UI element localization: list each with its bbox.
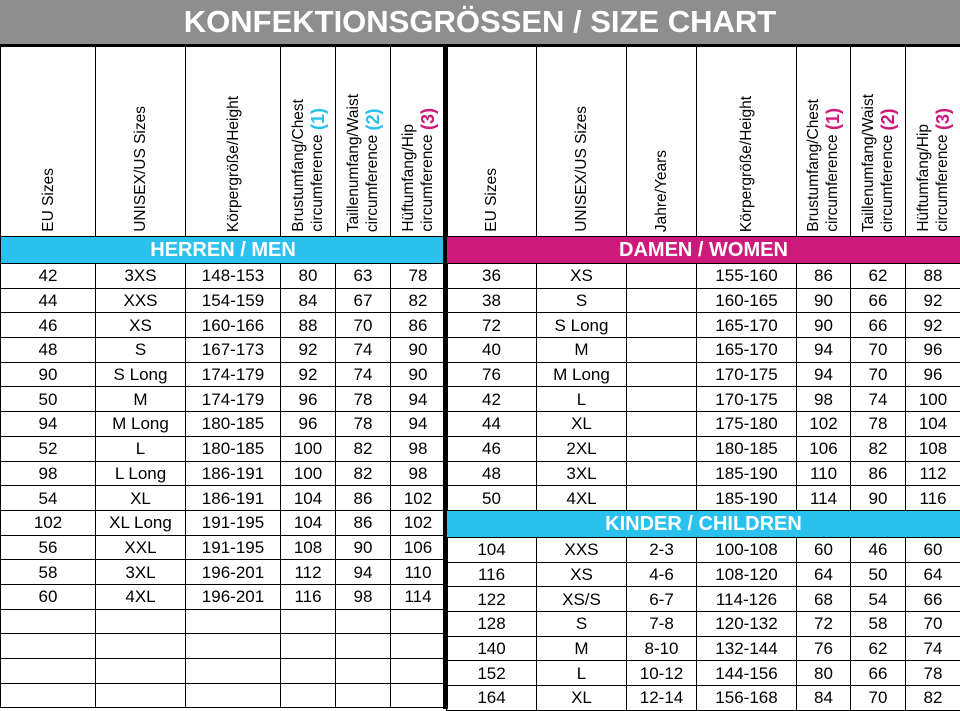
section-header-men: HERREN / MEN [1,237,446,264]
table-cell: 104 [281,510,336,535]
table-cell: XXL [96,535,186,560]
table-cell: 4XL [96,584,186,609]
table-cell: 58 [1,560,96,585]
table-cell: 62 [851,636,906,661]
table-cell [627,461,697,486]
table-cell: 122 [447,587,537,612]
table-cell: 88 [906,264,960,289]
table-cell [96,659,186,684]
table-cell: 185-190 [697,461,797,486]
table-cell: 82 [336,461,391,486]
table-cell: 90 [797,288,851,313]
table-cell [186,683,281,708]
table-cell: 104 [281,486,336,511]
table-cell: 58 [851,611,906,636]
table-row [1,387,446,412]
table-cell: 46 [447,436,537,461]
table-cell: S Long [537,313,627,338]
table-cell: 196-201 [186,584,281,609]
column-header-hip: Hüftumfang/Hip circumference (3) [391,47,446,237]
table-row [1,659,446,684]
table-cell: 74 [851,387,906,412]
table-row [447,436,960,461]
table-row [447,264,960,289]
table-cell: 116 [447,562,537,587]
table-cell: 80 [797,661,851,686]
table-cell: 4XL [537,486,627,511]
table-cell: 60 [906,537,960,562]
table-cell: 42 [1,264,96,289]
table-cell [627,436,697,461]
table-cell: 114-126 [697,587,797,612]
table-cell [281,609,336,634]
table-cell: 66 [851,288,906,313]
table-cell: 112 [906,461,960,486]
table-cell: 148-153 [186,264,281,289]
table-cell: 52 [1,436,96,461]
table-cell: 191-195 [186,510,281,535]
table-cell: 106 [797,436,851,461]
table-row [447,661,960,686]
table-cell: M [537,636,627,661]
table-cell [186,659,281,684]
table-cell: 98 [391,436,446,461]
table-cell: 100 [281,436,336,461]
table-cell: 114 [797,486,851,511]
table-cell: M Long [537,362,627,387]
table-cell [627,362,697,387]
table-cell: S [537,288,627,313]
table-cell [627,288,697,313]
table-cell [186,609,281,634]
table-cell: 70 [336,313,391,338]
table-cell: 98 [797,387,851,412]
men-rows [1,264,446,708]
table-cell [627,412,697,437]
table-cell: 68 [797,587,851,612]
table-cell: S [96,338,186,363]
table-cell: 94 [1,412,96,437]
table-cell: 128 [447,611,537,636]
table-cell: 96 [906,338,960,363]
table-row [1,288,446,313]
table-cell: 90 [391,338,446,363]
table-cell: 100-108 [697,537,797,562]
table-cell: 94 [797,362,851,387]
table-cell: 46 [851,537,906,562]
table-cell: 170-175 [697,387,797,412]
table-cell: 160-165 [697,288,797,313]
table-cell: 104 [447,537,537,562]
table-cell: 12-14 [627,686,697,711]
table-cell: 94 [391,387,446,412]
table-cell: 10-12 [627,661,697,686]
table-cell [1,609,96,634]
table-cell: 86 [336,510,391,535]
table-row [447,412,960,437]
table-cell: 160-166 [186,313,281,338]
table-row [1,609,446,634]
table-row [1,560,446,585]
table-cell: 180-185 [186,436,281,461]
table-cell: 191-195 [186,535,281,560]
table-cell: 170-175 [697,362,797,387]
table-row [447,611,960,636]
table-cell: 154-159 [186,288,281,313]
table-cell: 82 [906,686,960,711]
table-cell [336,609,391,634]
table-cell: 44 [447,412,537,437]
table-cell: 78 [336,387,391,412]
table-cell: 86 [797,264,851,289]
table-cell: 82 [391,288,446,313]
table-cell: 86 [851,461,906,486]
table-cell: 4-6 [627,562,697,587]
table-cell: M [96,387,186,412]
table-cell: 62 [851,264,906,289]
table-cell: 38 [447,288,537,313]
table-cell: 70 [851,362,906,387]
table-cell: 6-7 [627,587,697,612]
table-cell: 90 [336,535,391,560]
table-cell: 152 [447,661,537,686]
table-row [1,313,446,338]
table-cell: 76 [447,362,537,387]
table-cell: 92 [906,313,960,338]
table-cell [627,264,697,289]
column-header-years: Jahre/Years [627,47,697,237]
table-cell: L [537,387,627,412]
table-cell: XXS [96,288,186,313]
table-cell: 2-3 [627,537,697,562]
table-cell: L [96,436,186,461]
table-cell [336,683,391,708]
table-row [1,510,446,535]
table-cell: 84 [797,686,851,711]
table-cell: 186-191 [186,461,281,486]
table-row [1,634,446,659]
column-header-waist: Taillenumfang/Waist circumference (2) [336,47,391,237]
table-cell: 94 [391,412,446,437]
table-cell: 42 [447,387,537,412]
men-size-table [0,46,446,708]
table-cell [336,659,391,684]
column-header-us-sizes: UNISEX/US Sizes [537,47,627,237]
table-row [1,486,446,511]
table-cell: 44 [1,288,96,313]
table-cell: XS [96,313,186,338]
table-cell: 102 [391,486,446,511]
table-row [447,338,960,363]
table-cell: 86 [336,486,391,511]
table-cell: 50 [851,562,906,587]
table-cell: 144-156 [697,661,797,686]
column-header-height: Körpergröße/Height [697,47,797,237]
table-cell: 98 [391,461,446,486]
men-header-row [1,47,446,237]
table-cell: 86 [391,313,446,338]
table-cell: 74 [336,338,391,363]
table-cell: M [537,338,627,363]
table-cell: 110 [391,560,446,585]
table-cell: XL [537,686,627,711]
table-cell: XL Long [96,510,186,535]
column-header-chest: Brustumfang/Chest circumference (1) [281,47,336,237]
table-cell: 98 [336,584,391,609]
table-cell: 92 [281,338,336,363]
table-cell: XXS [537,537,627,562]
table-cell [96,609,186,634]
table-cell: 70 [906,611,960,636]
table-cell [627,313,697,338]
table-cell [1,634,96,659]
table-cell: 90 [1,362,96,387]
women-rows [447,264,960,511]
table-cell: 174-179 [186,387,281,412]
table-cell: 108-120 [697,562,797,587]
table-cell [1,659,96,684]
table-cell: XS/S [537,587,627,612]
table-cell: 102 [391,510,446,535]
table-cell: 40 [447,338,537,363]
section-header-children: KINDER / CHILDREN [447,510,960,537]
table-cell: XS [537,264,627,289]
table-cell: 165-170 [697,338,797,363]
table-cell: 165-170 [697,313,797,338]
table-cell [186,634,281,659]
section-header-women: DAMEN / WOMEN [447,237,960,264]
column-header-us-sizes: UNISEX/US Sizes [96,47,186,237]
table-cell: 72 [447,313,537,338]
table-cell: 54 [851,587,906,612]
table-cell [1,683,96,708]
table-cell: 94 [336,560,391,585]
table-cell [391,683,446,708]
table-cell: 3XL [537,461,627,486]
table-cell [281,634,336,659]
table-cell: 110 [797,461,851,486]
table-cell: 167-173 [186,338,281,363]
table-cell: 116 [906,486,960,511]
table-row [447,313,960,338]
table-row [447,537,960,562]
table-cell: 48 [447,461,537,486]
table-cell: 50 [447,486,537,511]
table-cell [281,659,336,684]
table-cell [96,683,186,708]
table-cell: 98 [1,461,96,486]
table-row [447,288,960,313]
table-cell: 96 [906,362,960,387]
table-cell: 155-160 [697,264,797,289]
table-cell: 50 [1,387,96,412]
table-cell: 64 [797,562,851,587]
table-cell: M Long [96,412,186,437]
table-cell: 76 [797,636,851,661]
table-cell: 74 [906,636,960,661]
table-cell: 64 [906,562,960,587]
table-cell: 48 [1,338,96,363]
table-cell: 8-10 [627,636,697,661]
table-cell: 78 [906,661,960,686]
table-cell: 120-132 [697,611,797,636]
women-children-size-table [446,46,960,711]
table-row [447,636,960,661]
table-cell: 164 [447,686,537,711]
table-row [1,362,446,387]
table-cell: 70 [851,686,906,711]
table-cell: L Long [96,461,186,486]
table-cell: 66 [851,313,906,338]
table-cell: 88 [281,313,336,338]
table-row [1,338,446,363]
table-cell: 66 [906,587,960,612]
table-cell: 36 [447,264,537,289]
table-row [1,436,446,461]
table-row [1,584,446,609]
table-cell: 106 [391,535,446,560]
table-row [1,683,446,708]
table-cell [391,634,446,659]
table-cell: S Long [96,362,186,387]
table-row [1,461,446,486]
table-cell: 156-168 [697,686,797,711]
table-cell: 96 [281,412,336,437]
table-row [447,486,960,511]
table-cell: 94 [797,338,851,363]
table-cell [391,659,446,684]
table-cell: 84 [281,288,336,313]
table-cell [627,486,697,511]
table-cell: XL [96,486,186,511]
table-cell: 80 [281,264,336,289]
table-cell [627,338,697,363]
table-cell: 7-8 [627,611,697,636]
table-cell: 3XS [96,264,186,289]
table-cell: 116 [281,584,336,609]
table-cell: 114 [391,584,446,609]
table-cell [96,634,186,659]
women-header-row [447,47,960,237]
table-cell: 82 [336,436,391,461]
column-header-hip: Hüftumfang/Hip circumference (3) [906,47,960,237]
table-cell: 72 [797,611,851,636]
children-rows [447,537,960,710]
table-cell: 96 [281,387,336,412]
table-cell: 112 [281,560,336,585]
table-cell: 78 [336,412,391,437]
column-header-height: Körpergröße/Height [186,47,281,237]
table-cell: 100 [281,461,336,486]
table-cell [336,634,391,659]
table-cell: 3XL [96,560,186,585]
table-row [447,461,960,486]
table-cell [627,387,697,412]
table-cell: 74 [336,362,391,387]
table-cell: 90 [851,486,906,511]
table-cell: 90 [797,313,851,338]
column-header-eu-sizes: EU Sizes [447,47,537,237]
table-cell: 56 [1,535,96,560]
table-cell [391,609,446,634]
table-cell: 175-180 [697,412,797,437]
table-cell: 70 [851,338,906,363]
table-cell: 54 [1,486,96,511]
table-cell: 2XL [537,436,627,461]
table-cell [281,683,336,708]
column-header-waist: Taillenumfang/Waist circumference (2) [851,47,906,237]
table-cell: 78 [851,412,906,437]
table-cell: 132-144 [697,636,797,661]
table-cell: S [537,611,627,636]
table-row [1,535,446,560]
table-cell: 108 [906,436,960,461]
table-cell: 186-191 [186,486,281,511]
table-row [447,387,960,412]
table-cell: 174-179 [186,362,281,387]
table-cell: 92 [281,362,336,387]
table-cell: 196-201 [186,560,281,585]
column-header-eu-sizes: EU Sizes [1,47,96,237]
table-cell: 63 [336,264,391,289]
table-row [1,412,446,437]
table-cell: 102 [1,510,96,535]
table-row [447,562,960,587]
table-cell: 180-185 [186,412,281,437]
table-row [447,686,960,711]
table-cell: L [537,661,627,686]
table-row [447,362,960,387]
table-cell: 78 [391,264,446,289]
table-row [447,587,960,612]
table-cell: 46 [1,313,96,338]
table-cell: 180-185 [697,436,797,461]
table-cell: 104 [906,412,960,437]
table-cell: 60 [797,537,851,562]
page-title: KONFEKTIONSGRÖSSEN / SIZE CHART [0,0,960,46]
table-cell: 100 [906,387,960,412]
table-cell: 185-190 [697,486,797,511]
table-cell: 67 [336,288,391,313]
table-cell: 90 [391,362,446,387]
table-cell: 92 [906,288,960,313]
table-cell: 108 [281,535,336,560]
table-cell: XL [537,412,627,437]
table-cell: XS [537,562,627,587]
table-cell: 102 [797,412,851,437]
table-cell: 82 [851,436,906,461]
table-cell: 66 [851,661,906,686]
table-cell: 60 [1,584,96,609]
column-header-chest: Brustumfang/Chest circumference (1) [797,47,851,237]
table-cell: 140 [447,636,537,661]
table-row [1,264,446,289]
